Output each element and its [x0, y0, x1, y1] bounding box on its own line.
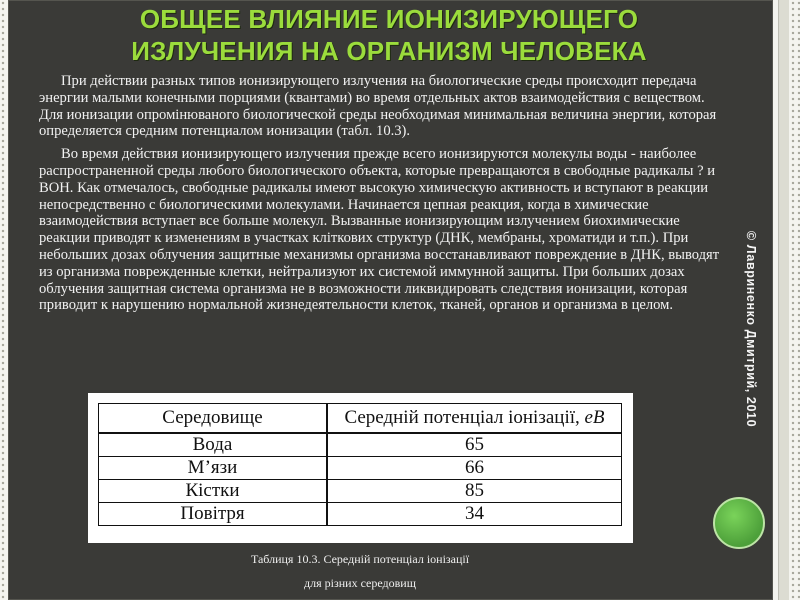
copyright-text: © Лавриненко Дмитрий, 2010: [744, 230, 758, 428]
ionization-table-card: [88, 393, 633, 543]
right-dotted-border: [790, 0, 800, 600]
table-header-row: [99, 404, 622, 434]
table-row: [99, 480, 622, 503]
header-potential: [327, 404, 622, 434]
title-line-2: ИЗЛУЧЕНИЯ НА ОРГАНИЗМ ЧЕЛОВЕКА: [131, 36, 647, 66]
table-caption: [150, 547, 570, 595]
title-line-1: ОБЩЕЕ ВЛИЯНИЕ ИОНИЗИРУЮЩЕГО: [139, 4, 639, 34]
row-env: Вода: [99, 433, 328, 457]
row-value: 66: [327, 457, 622, 480]
green-circle-decoration: [713, 497, 765, 549]
row-env: Кістки: [99, 480, 328, 503]
row-value: 34: [327, 503, 622, 526]
copyright-vertical: [741, 212, 761, 446]
paragraph-2-text: Во время действия ионизирующего излучения прежде всего ионизируются молекулы воды ‑ наиболее распространенной среды любого биологического объекта, которые превращаются в свободные радикалы ? и ВОН. Как отмечалось, свободные радикалы имеют высокую химическую активность и вступают в реакции непосредственно с биологическими молекулами. Начинается цепная реакция, когда в химические взаимодействия вступает все больше молекул. Вызванные ионизирующим излучением биохимические реакции приводят к изменениям в участках кліткових структур (ДНК, мембраны, хроматиди и т.п.). При небольших дозах облучения защитные механизмы организма восстанавливают повреждение в ДНК, выводят из организма поврежденные клетки, нейтрализуют их системой иммунной защиты. При больших дозах облучения защитная система организма не в возможности ликвидировать следствия ионизации, которая приводит к нарушению нормальной жизнедеятельности клеток, тканей, органов и организма в целом.: [39, 146, 720, 314]
row-env: Повітря: [99, 503, 328, 526]
caption-line-1: Таблиця 10.3. Середній потенціал іонізації: [250, 552, 470, 566]
table-row: [99, 457, 622, 480]
table-row: [99, 433, 622, 457]
right-rail: [778, 0, 789, 600]
body-text: [39, 73, 729, 320]
row-value: 85: [327, 480, 622, 503]
paragraph-1: [39, 73, 729, 140]
slide-title: [39, 3, 739, 67]
header-unit: eB: [584, 407, 605, 428]
row-value: 65: [327, 433, 622, 457]
left-dotted-border: [0, 0, 6, 600]
header-potential-text: Середній потенціал іонізації,: [344, 407, 580, 428]
table-row: [99, 503, 622, 526]
paragraph-2: [39, 146, 729, 314]
row-env: М’язи: [99, 457, 328, 480]
caption-line-2: для різних середовищ: [304, 576, 416, 590]
ionization-table: [98, 403, 622, 526]
header-environment: Середовище: [99, 404, 328, 434]
paragraph-1-text: При действии разных типов ионизирующего излучения на биологические среды происходит передача энергии малыми конечными порциями (квантами) во время отдельных актов взаимодействия с веществом. Для ионизации опромінюваного биологической среды необходимая минимальная величина энергии, которая определяется средним потенциалом ионизации (табл. 10.3).: [39, 73, 717, 140]
